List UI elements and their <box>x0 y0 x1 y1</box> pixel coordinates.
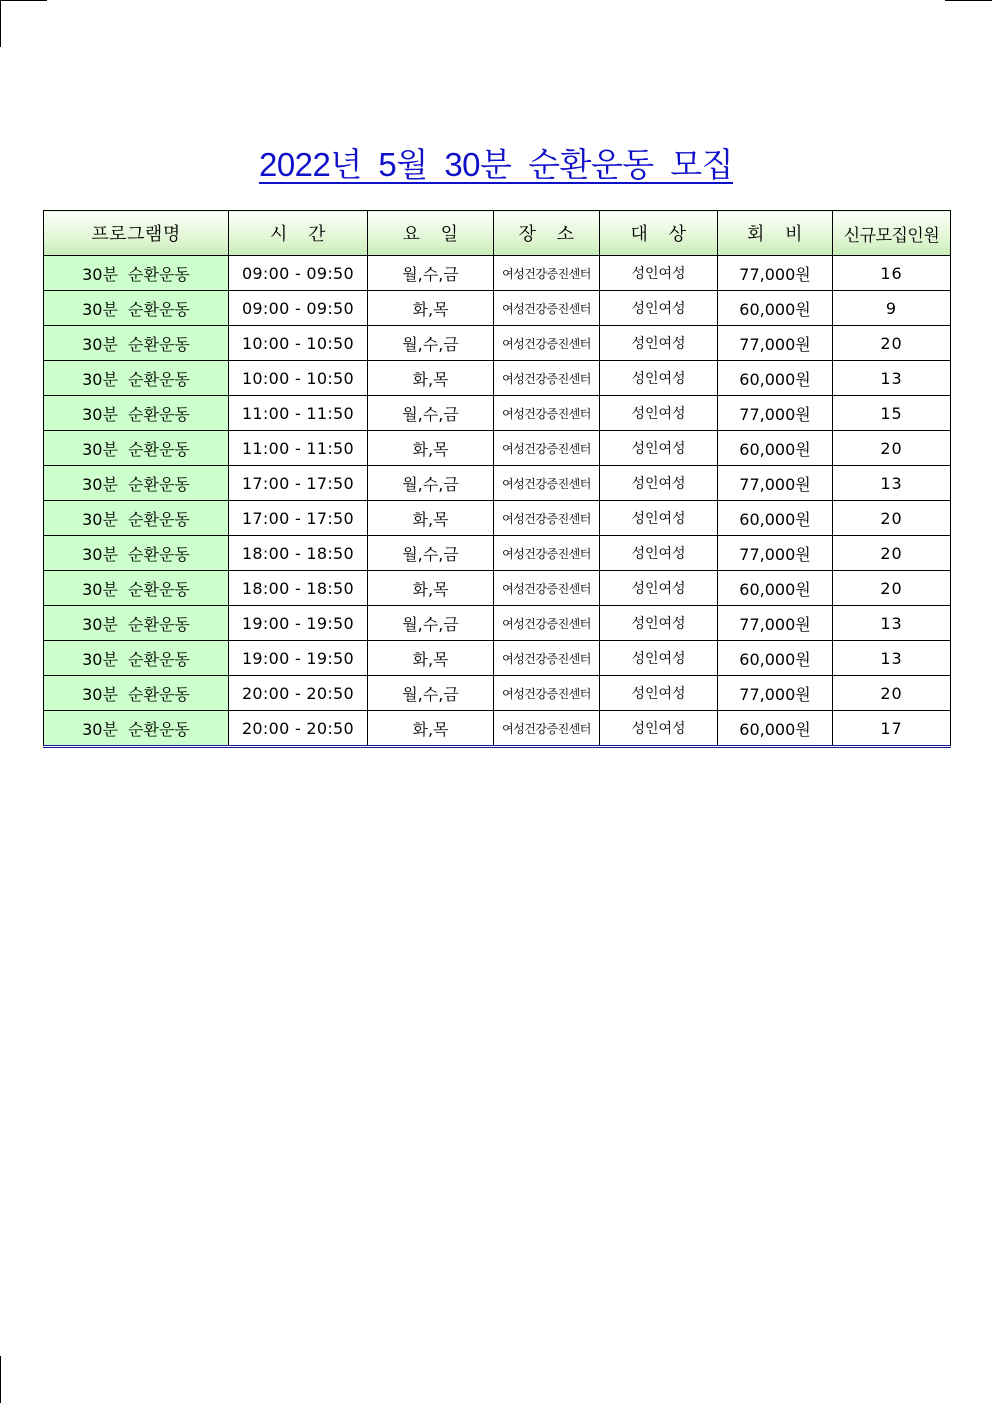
cell-days: 월,수,금 <box>368 676 494 711</box>
page-title-text: 2022년 5월 30분 순환운동 모집 <box>258 146 734 183</box>
cell-fee: 60,000원 <box>718 641 833 676</box>
header-new-recruits: 신규모집인원 <box>833 211 951 256</box>
header-place: 장 소 <box>494 211 600 256</box>
cell-target: 성인여성 <box>600 501 718 536</box>
cell-program: 30분 순환운동 <box>44 676 229 711</box>
header-program: 프로그램명 <box>44 211 229 256</box>
cell-program: 30분 순환운동 <box>44 256 229 291</box>
cell-place: 여성건강증진센터 <box>494 396 600 431</box>
cell-time: 11:00 - 11:50 <box>229 431 368 466</box>
table-row <box>44 361 951 396</box>
table-row <box>44 606 951 641</box>
cell-place: 여성건강증진센터 <box>494 711 600 747</box>
cell-target: 성인여성 <box>600 571 718 606</box>
cell-days: 화,목 <box>368 361 494 396</box>
cell-fee: 77,000원 <box>718 256 833 291</box>
cell-new-recruits: 13 <box>833 361 951 396</box>
table-row <box>44 256 951 291</box>
cell-fee: 77,000원 <box>718 606 833 641</box>
cell-time: 17:00 - 17:50 <box>229 501 368 536</box>
cell-new-recruits: 15 <box>833 396 951 431</box>
cell-days: 월,수,금 <box>368 606 494 641</box>
header-time: 시 간 <box>229 211 368 256</box>
header-fee: 회 비 <box>718 211 833 256</box>
cell-time: 18:00 - 18:50 <box>229 536 368 571</box>
cell-new-recruits: 13 <box>833 466 951 501</box>
cell-program: 30분 순환운동 <box>44 711 229 747</box>
cell-program: 30분 순환운동 <box>44 291 229 326</box>
cell-fee: 60,000원 <box>718 361 833 396</box>
table-row <box>44 501 951 536</box>
cell-place: 여성건강증진센터 <box>494 466 600 501</box>
cell-place: 여성건강증진센터 <box>494 501 600 536</box>
table-row <box>44 711 951 747</box>
cell-time: 20:00 - 20:50 <box>229 711 368 747</box>
cell-time: 09:00 - 09:50 <box>229 291 368 326</box>
cell-time: 10:00 - 10:50 <box>229 326 368 361</box>
table-row <box>44 466 951 501</box>
schedule-table <box>43 210 951 748</box>
cell-place: 여성건강증진센터 <box>494 361 600 396</box>
cell-place: 여성건강증진센터 <box>494 256 600 291</box>
cell-target: 성인여성 <box>600 361 718 396</box>
cell-time: 20:00 - 20:50 <box>229 676 368 711</box>
cell-target: 성인여성 <box>600 291 718 326</box>
table-row <box>44 291 951 326</box>
crop-mark-top-right <box>945 0 992 1</box>
crop-mark-top-left <box>0 0 47 1</box>
cell-new-recruits: 16 <box>833 256 951 291</box>
table-row <box>44 641 951 676</box>
cell-program: 30분 순환운동 <box>44 396 229 431</box>
cell-place: 여성건강증진센터 <box>494 291 600 326</box>
cell-fee: 60,000원 <box>718 571 833 606</box>
cell-days: 월,수,금 <box>368 536 494 571</box>
cell-place: 여성건강증진센터 <box>494 536 600 571</box>
cell-time: 19:00 - 19:50 <box>229 606 368 641</box>
cell-fee: 77,000원 <box>718 676 833 711</box>
cell-days: 화,목 <box>368 711 494 747</box>
cell-program: 30분 순환운동 <box>44 431 229 466</box>
cell-time: 11:00 - 11:50 <box>229 396 368 431</box>
table-row <box>44 676 951 711</box>
cell-new-recruits: 20 <box>833 536 951 571</box>
cell-time: 18:00 - 18:50 <box>229 571 368 606</box>
cell-new-recruits: 20 <box>833 501 951 536</box>
cell-place: 여성건강증진센터 <box>494 676 600 711</box>
cell-time: 19:00 - 19:50 <box>229 641 368 676</box>
cell-new-recruits: 13 <box>833 606 951 641</box>
cell-fee: 60,000원 <box>718 501 833 536</box>
cell-new-recruits: 20 <box>833 571 951 606</box>
cell-target: 성인여성 <box>600 431 718 466</box>
table-row <box>44 326 951 361</box>
header-row <box>44 211 951 256</box>
cell-target: 성인여성 <box>600 676 718 711</box>
cell-target: 성인여성 <box>600 711 718 747</box>
cell-target: 성인여성 <box>600 326 718 361</box>
cell-program: 30분 순환운동 <box>44 466 229 501</box>
crop-mark-top-left-vertical <box>0 0 1 47</box>
cell-target: 성인여성 <box>600 536 718 571</box>
cell-place: 여성건강증진센터 <box>494 606 600 641</box>
cell-program: 30분 순환운동 <box>44 641 229 676</box>
cell-target: 성인여성 <box>600 396 718 431</box>
cell-days: 월,수,금 <box>368 466 494 501</box>
cell-program: 30분 순환운동 <box>44 326 229 361</box>
cell-program: 30분 순환운동 <box>44 536 229 571</box>
cell-fee: 60,000원 <box>718 711 833 747</box>
table-row <box>44 571 951 606</box>
cell-days: 화,목 <box>368 431 494 466</box>
cell-new-recruits: 9 <box>833 291 951 326</box>
cell-place: 여성건강증진센터 <box>494 431 600 466</box>
cell-new-recruits: 13 <box>833 641 951 676</box>
cell-fee: 77,000원 <box>718 326 833 361</box>
table-header <box>44 211 951 256</box>
cell-fee: 77,000원 <box>718 536 833 571</box>
cell-fee: 60,000원 <box>718 431 833 466</box>
table-row <box>44 536 951 571</box>
cell-days: 화,목 <box>368 291 494 326</box>
table-row <box>44 431 951 466</box>
table-body <box>44 256 951 747</box>
cell-days: 화,목 <box>368 641 494 676</box>
cell-days: 월,수,금 <box>368 396 494 431</box>
cell-days: 화,목 <box>368 501 494 536</box>
cell-fee: 77,000원 <box>718 396 833 431</box>
cell-target: 성인여성 <box>600 256 718 291</box>
cell-time: 17:00 - 17:50 <box>229 466 368 501</box>
cell-program: 30분 순환운동 <box>44 361 229 396</box>
header-days: 요 일 <box>368 211 494 256</box>
page-title <box>0 143 992 187</box>
cell-new-recruits: 20 <box>833 431 951 466</box>
cell-program: 30분 순환운동 <box>44 571 229 606</box>
cell-new-recruits: 20 <box>833 326 951 361</box>
cell-days: 월,수,금 <box>368 256 494 291</box>
crop-mark-bottom-left <box>0 1356 1 1403</box>
cell-new-recruits: 20 <box>833 676 951 711</box>
cell-place: 여성건강증진센터 <box>494 326 600 361</box>
cell-target: 성인여성 <box>600 606 718 641</box>
cell-program: 30분 순환운동 <box>44 501 229 536</box>
cell-target: 성인여성 <box>600 641 718 676</box>
header-target: 대 상 <box>600 211 718 256</box>
cell-time: 09:00 - 09:50 <box>229 256 368 291</box>
cell-days: 월,수,금 <box>368 326 494 361</box>
cell-days: 화,목 <box>368 571 494 606</box>
cell-time: 10:00 - 10:50 <box>229 361 368 396</box>
cell-program: 30분 순환운동 <box>44 606 229 641</box>
cell-place: 여성건강증진센터 <box>494 641 600 676</box>
cell-new-recruits: 17 <box>833 711 951 747</box>
table-row <box>44 396 951 431</box>
cell-fee: 60,000원 <box>718 291 833 326</box>
cell-fee: 77,000원 <box>718 466 833 501</box>
cell-target: 성인여성 <box>600 466 718 501</box>
cell-place: 여성건강증진센터 <box>494 571 600 606</box>
